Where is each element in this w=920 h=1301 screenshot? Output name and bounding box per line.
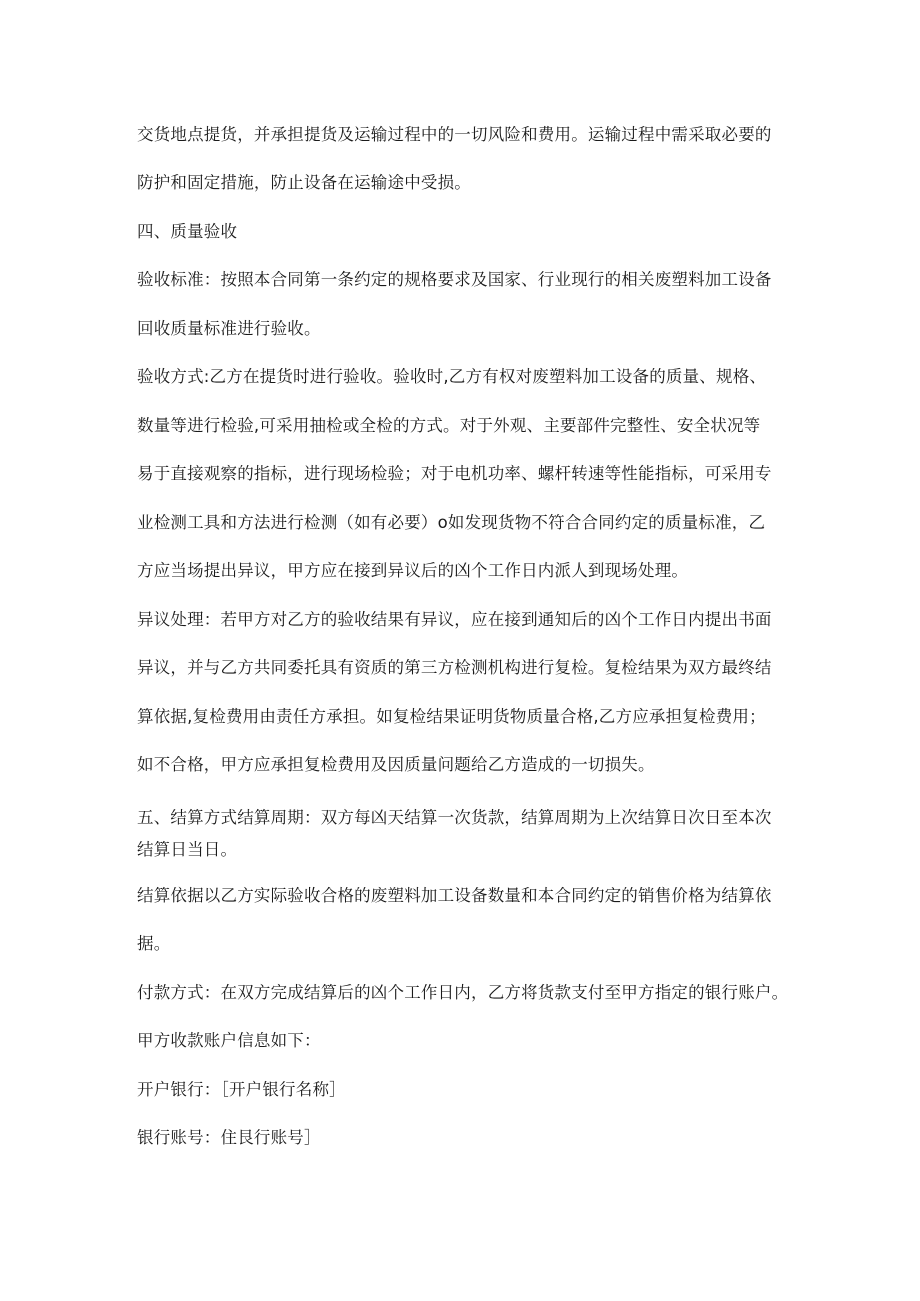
bank-account-line: 银行账号：住艮行账号］: [137, 1128, 321, 1147]
text-line-9: 业检测工具和方法进行检测（如有必要）o如发现货物不符合合同约定的质量标准，乙: [137, 513, 766, 532]
text-line-16: 结算日当日。: [137, 840, 238, 859]
text-line-7: 数量等进行检验,可采用抽检或全检的方式。对于外观、主要部件完整性、安全状况等: [137, 416, 761, 435]
text-line-6: 验收方式:乙方在提货时进行验收。验收时,乙方有权对废塑料加工设备的质量、规格、: [137, 367, 767, 386]
text-line-5: 回收质量标准进行验收。: [137, 319, 321, 338]
text-line-19: 付款方式：在双方完成结算后的凶个工作日内，乙方将货款支付至甲方指定的银行账户。: [137, 983, 789, 1002]
text-line-10: 方应当场提出异议，甲方应在接到异议后的凶个工作日内派人到现场处理。: [137, 561, 689, 580]
text-line-20: 甲方收款账户信息如下：: [137, 1031, 321, 1050]
bank-name-line: 开户银行：［开户银行名称］: [137, 1080, 346, 1099]
text-line-18: 据。: [137, 934, 171, 953]
text-line-2: 防护和固定措施，防止设备在运输途中受损。: [137, 173, 471, 192]
text-line-13: 算依据,复检费用由责任方承担。如复检结果证明货物质量合格,乙方应承担复检费用；: [137, 707, 766, 726]
text-line-11: 异议处理：若甲方对乙方的验收结果有异议，应在接到通知后的凶个工作日内提出书面: [137, 610, 772, 629]
section-heading-settlement: 五、结算方式结算周期：双方每凶天结算一次货款，结算周期为上次结算日次日至本次: [137, 808, 772, 827]
text-line-14: 如不合格，甲方应承担复检费用及因质量问题给乙方造成的一切损失。: [137, 755, 655, 774]
text-line-12: 异议，并与乙方共同委托具有资质的第三方检测机构进行复检。复检结果为双方最终结: [137, 658, 772, 677]
text-line-1: 交货地点提货，并承担提货及运输过程中的一切风险和费用。运输过程中需采取必要的: [137, 125, 772, 144]
text-line-4: 验收标准：按照本合同第一条约定的规格要求及国家、行业现行的相关废塑料加工设备: [137, 270, 772, 289]
section-heading-quality-acceptance: 四、质量验收: [137, 222, 238, 241]
text-line-17: 结算依据以乙方实际验收合格的废塑料加工设备数量和本合同约定的销售价格为结算依: [137, 886, 772, 905]
text-line-8: 易于直接观察的指标，进行现场检验；对于电机功率、螺杆转速等性能指标，可采用专: [137, 464, 772, 483]
